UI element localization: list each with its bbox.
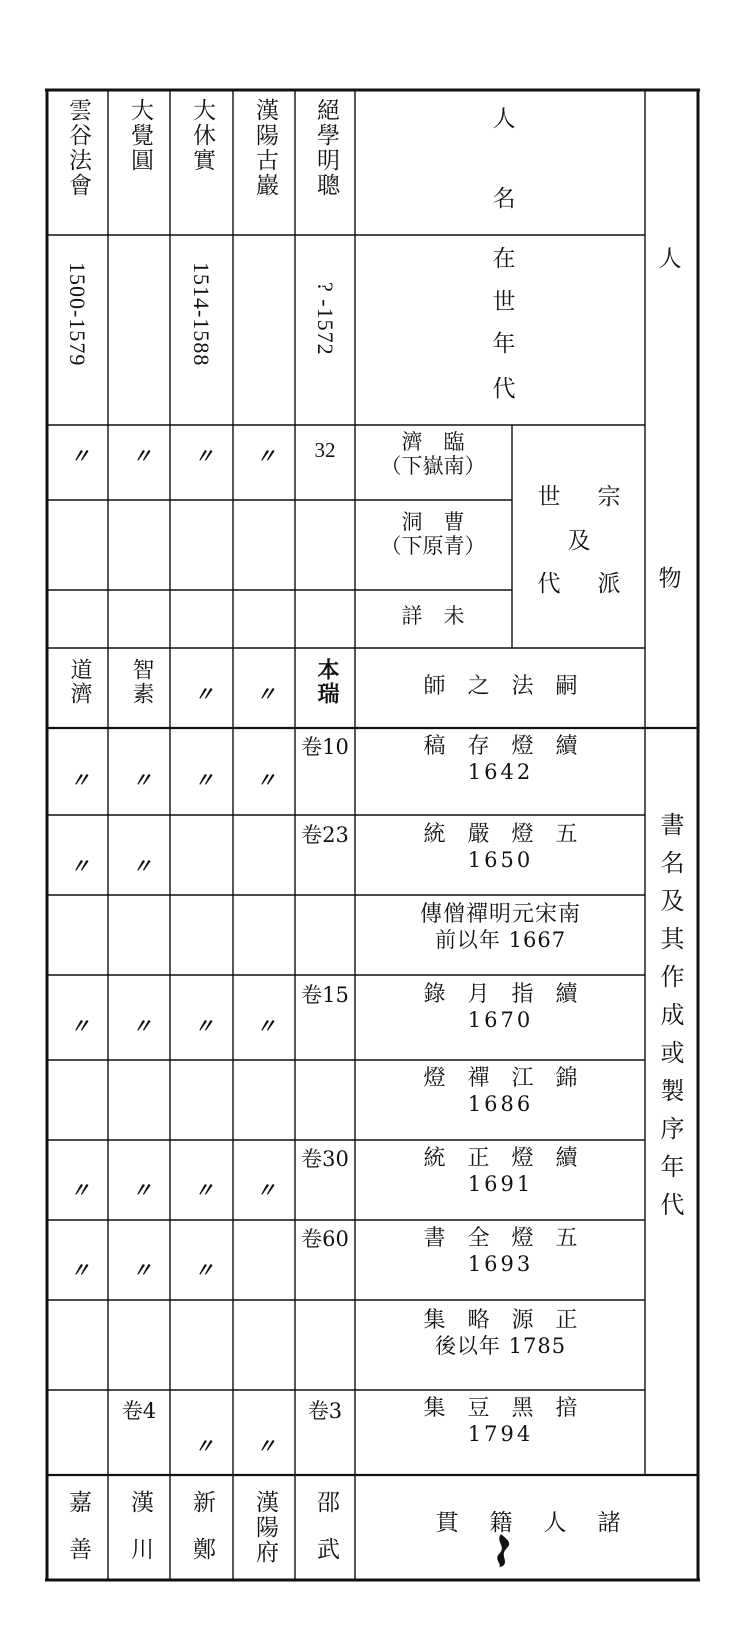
book-volume-7: 卷60 — [301, 1227, 349, 1251]
years-person-5: 1500-1579 — [65, 262, 90, 367]
book-year-9: 1794 — [467, 1422, 534, 1446]
book-year-6: 1691 — [467, 1172, 534, 1196]
native-person-1-char-2: 武 — [313, 1537, 339, 1584]
header-name-1: 人 — [492, 106, 518, 132]
native-person-5-char-1: 嘉 — [65, 1490, 91, 1537]
native-header: 貫 籍 人 諸 — [435, 1510, 625, 1536]
sect-linji — [358, 430, 508, 478]
book-title-1: 稿 存 燈 續 — [423, 734, 578, 759]
ditto-mark: 〃 — [70, 770, 90, 792]
sect-count: 32 — [314, 438, 336, 462]
book-volume-1: 卷10 — [301, 735, 349, 759]
native-person-3 — [186, 1490, 219, 1584]
native-person-3-char-1: 新 — [189, 1490, 215, 1537]
lineage-header: 師 之 法 嗣 — [423, 674, 578, 699]
person-name-2: 漢陽古巖 — [252, 98, 278, 198]
ditto-mark: 〃 — [132, 1260, 152, 1282]
sect-unknown: 詳 未 — [401, 604, 465, 628]
ditto-mark: 〃 — [70, 1016, 90, 1038]
sect-caodong-name: 洞 曹 — [401, 510, 465, 534]
book-year-4: 1670 — [467, 1008, 534, 1032]
person-name-4: 大覺圓 — [127, 98, 153, 173]
book-title-7: 書 全 燈 五 — [423, 1226, 578, 1251]
sect-title-4: 代 — [537, 571, 563, 597]
person-name-3: 大休實 — [189, 98, 215, 173]
header-name-2: 名 — [492, 186, 518, 212]
book-volume-9b: 卷4 — [121, 1399, 157, 1423]
sect-linji-name: 濟 臨 — [401, 430, 465, 454]
ditto-mark: 〃 — [256, 1180, 276, 1202]
ditto-mark: 〃 — [132, 1016, 152, 1038]
ditto-mark: 〃 — [132, 856, 152, 878]
ditto-mark: 〃 — [70, 856, 90, 878]
book-title-4: 錄 月 指 續 — [423, 982, 578, 1007]
native-person-2 — [249, 1490, 282, 1565]
sect-title-5: 派 — [597, 571, 623, 597]
ditto-mark: 〃 — [194, 1180, 214, 1202]
ink-blot — [487, 1530, 517, 1570]
native-person-5-char-2: 善 — [65, 1537, 91, 1584]
native-person-1-char-1: 邵 — [313, 1490, 339, 1537]
sect-title-2: 宗 — [597, 484, 623, 510]
header-era-1: 在 — [492, 246, 518, 272]
header-era-3: 年 — [492, 331, 518, 357]
native-person-2-char-1: 漢 — [252, 1490, 278, 1515]
sect-title-3: 及 — [567, 528, 593, 554]
book-title-3: 傳僧禪明元宋南 — [419, 902, 581, 927]
person-name-1: 絕學明聰 — [313, 98, 339, 198]
book-title-9: 集 豆 黑 揞 — [423, 1396, 578, 1421]
native-person-2-char-2: 陽 — [252, 1515, 278, 1540]
book-year-2: 1650 — [467, 848, 534, 872]
native-person-2-char-3: 府 — [252, 1540, 278, 1565]
ditto-mark: 〃 — [256, 770, 276, 792]
ditto-mark: 〃 — [70, 1180, 90, 1202]
sect-caodong-note: （下原青） — [380, 534, 486, 559]
book-year-8: 後以年 1785 — [434, 1334, 567, 1358]
section-person-1: 人 — [658, 246, 684, 272]
ditto-mark: 〃 — [256, 1436, 276, 1458]
ditto-mark: 〃 — [256, 1016, 276, 1038]
lineage-person-5: 道濟 — [67, 658, 92, 706]
sect-linji-note: （下嶽南） — [380, 454, 486, 479]
book-volume-4: 卷15 — [301, 983, 349, 1007]
ditto-mark: 〃 — [194, 1260, 214, 1282]
header-era-4: 代 — [492, 376, 518, 402]
ditto-mark: 〃 — [194, 446, 214, 468]
book-title-2: 統 嚴 燈 五 — [423, 822, 578, 847]
sect-caodong — [358, 510, 508, 558]
book-volume-9: 卷3 — [307, 1399, 343, 1423]
lineage-person-1: 本瑞 — [314, 658, 340, 706]
book-year-5: 1686 — [467, 1092, 534, 1116]
header-era-2: 世 — [492, 289, 518, 315]
ditto-mark: 〃 — [70, 446, 90, 468]
native-person-4-char-1: 漢 — [127, 1490, 153, 1537]
person-name-5: 雲谷法會 — [65, 98, 91, 198]
section-person-2: 物 — [658, 566, 684, 592]
book-volume-6: 卷30 — [301, 1147, 349, 1171]
ditto-mark: 〃 — [194, 770, 214, 792]
native-person-5 — [62, 1490, 95, 1584]
ditto-mark: 〃 — [256, 446, 276, 468]
book-year-1: 1642 — [467, 760, 534, 784]
sect-title-1: 世 — [537, 484, 563, 510]
years-person-1: ? -1572 — [313, 282, 338, 356]
lineage-person-4: 智素 — [129, 658, 154, 706]
ditto-mark: 〃 — [132, 1180, 152, 1202]
book-year-7: 1693 — [467, 1252, 534, 1276]
book-title-8: 集 略 源 正 — [423, 1308, 578, 1333]
ditto-mark: 〃 — [194, 684, 214, 706]
book-title-6: 統 正 燈 續 — [423, 1146, 578, 1171]
section-books-label: 書名及其作成或製序年代 — [656, 812, 684, 1230]
native-person-1 — [310, 1490, 343, 1584]
years-person-3: 1514-1588 — [189, 262, 214, 367]
ditto-mark: 〃 — [256, 684, 276, 706]
native-person-4 — [124, 1490, 157, 1584]
ditto-mark: 〃 — [132, 770, 152, 792]
native-person-3-char-2: 鄭 — [189, 1537, 215, 1584]
native-person-4-char-2: 川 — [127, 1537, 153, 1584]
book-year-3: 前以年 1667 — [434, 928, 567, 952]
ditto-mark: 〃 — [194, 1016, 214, 1038]
ditto-mark: 〃 — [132, 446, 152, 468]
ditto-mark: 〃 — [70, 1260, 90, 1282]
ditto-mark: 〃 — [194, 1436, 214, 1458]
book-title-5: 燈 禪 江 錦 — [423, 1066, 578, 1091]
book-volume-2: 卷23 — [301, 823, 349, 847]
